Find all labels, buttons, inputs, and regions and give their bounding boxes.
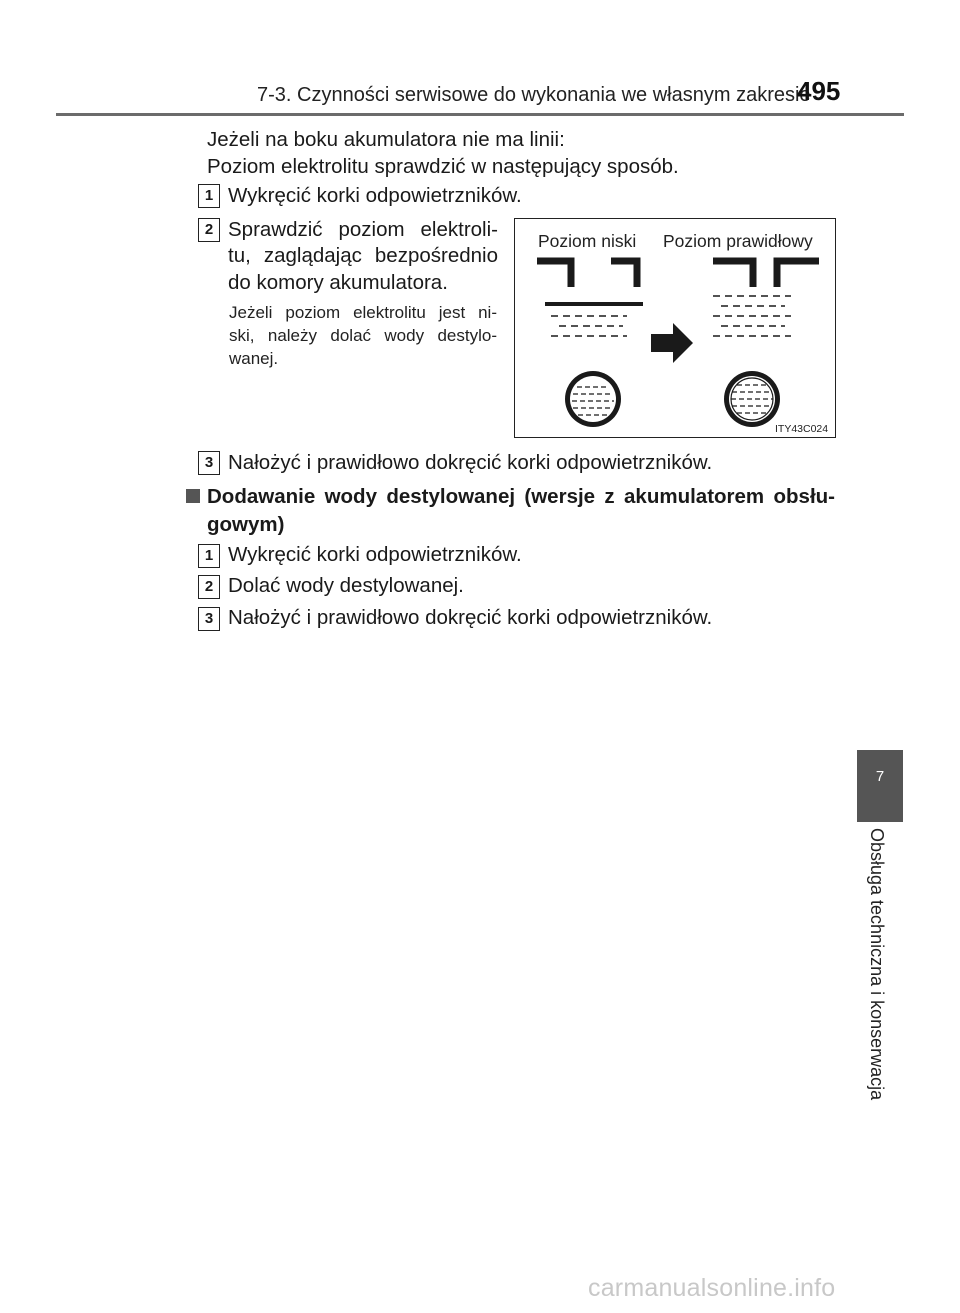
note-line: ski, należy dolać wody destylo-	[229, 326, 497, 345]
running-header: 7-3. Czynności serwisowe do wykonania we własnym zakresie	[257, 84, 811, 106]
step-number-box: 3	[198, 451, 220, 475]
cell-wall-icon	[537, 261, 571, 287]
step-number-box: 2	[198, 218, 220, 242]
bullet-square-icon	[186, 489, 200, 503]
step-number-box: 1	[198, 544, 220, 568]
cell-view-correct-icon	[724, 371, 780, 427]
step-text: Wykręcić korki odpowietrzników.	[228, 184, 522, 207]
step-text: Wykręcić korki odpowietrzników.	[228, 543, 522, 566]
arrow-right-icon	[651, 323, 693, 363]
note-line: wanej.	[229, 349, 279, 368]
step-text: Nałożyć i prawidłowo dokręcić korki odpowietrzników.	[228, 606, 713, 629]
battery-diagram	[515, 219, 835, 437]
step-text: Dolać wody destylowanej.	[228, 574, 464, 597]
watermark: carmanualsonline.info	[588, 1274, 836, 1302]
figure-code: ITY43C024	[775, 423, 829, 435]
step-text-line: do komory akumulatora.	[228, 271, 448, 294]
step-number-box: 2	[198, 575, 220, 599]
cell-wall-icon	[713, 261, 753, 287]
cell-wall-icon	[777, 261, 819, 287]
section-heading-line: gowym)	[207, 513, 285, 536]
label-low-level: Poziom niski	[538, 231, 637, 251]
electrolyte-level-figure	[514, 218, 836, 438]
cell-view-low-icon	[565, 371, 621, 427]
chapter-tab	[857, 750, 903, 822]
intro-line-2: Poziom elektrolitu sprawdzić w następujący sposób.	[207, 155, 679, 178]
intro-line-1: Jeżeli na boku akumulatora nie ma linii:	[207, 128, 565, 151]
step-text-line: tu, zaglądając bezpośrednio	[228, 244, 498, 267]
chapter-number: 7	[875, 768, 885, 785]
cell-wall-icon	[611, 261, 637, 287]
note-line: Jeżeli poziom elektrolitu jest ni-	[229, 303, 497, 322]
step-number-box: 1	[198, 184, 220, 208]
step-text: Nałożyć i prawidłowo dokręcić korki odpowietrzników.	[228, 451, 713, 474]
step-text-line: Sprawdzić poziom elektroli-	[228, 218, 498, 241]
step-number-box: 3	[198, 607, 220, 631]
header-rule	[56, 113, 904, 116]
section-heading-line: Dodawanie wody destylowanej (wersje z akumulatorem obsłu-	[207, 485, 835, 508]
page-number: 495	[797, 76, 841, 106]
label-correct-level: Poziom prawidłowy	[663, 231, 813, 251]
chapter-title: Obsługa techniczna i konserwacja	[867, 828, 887, 1101]
